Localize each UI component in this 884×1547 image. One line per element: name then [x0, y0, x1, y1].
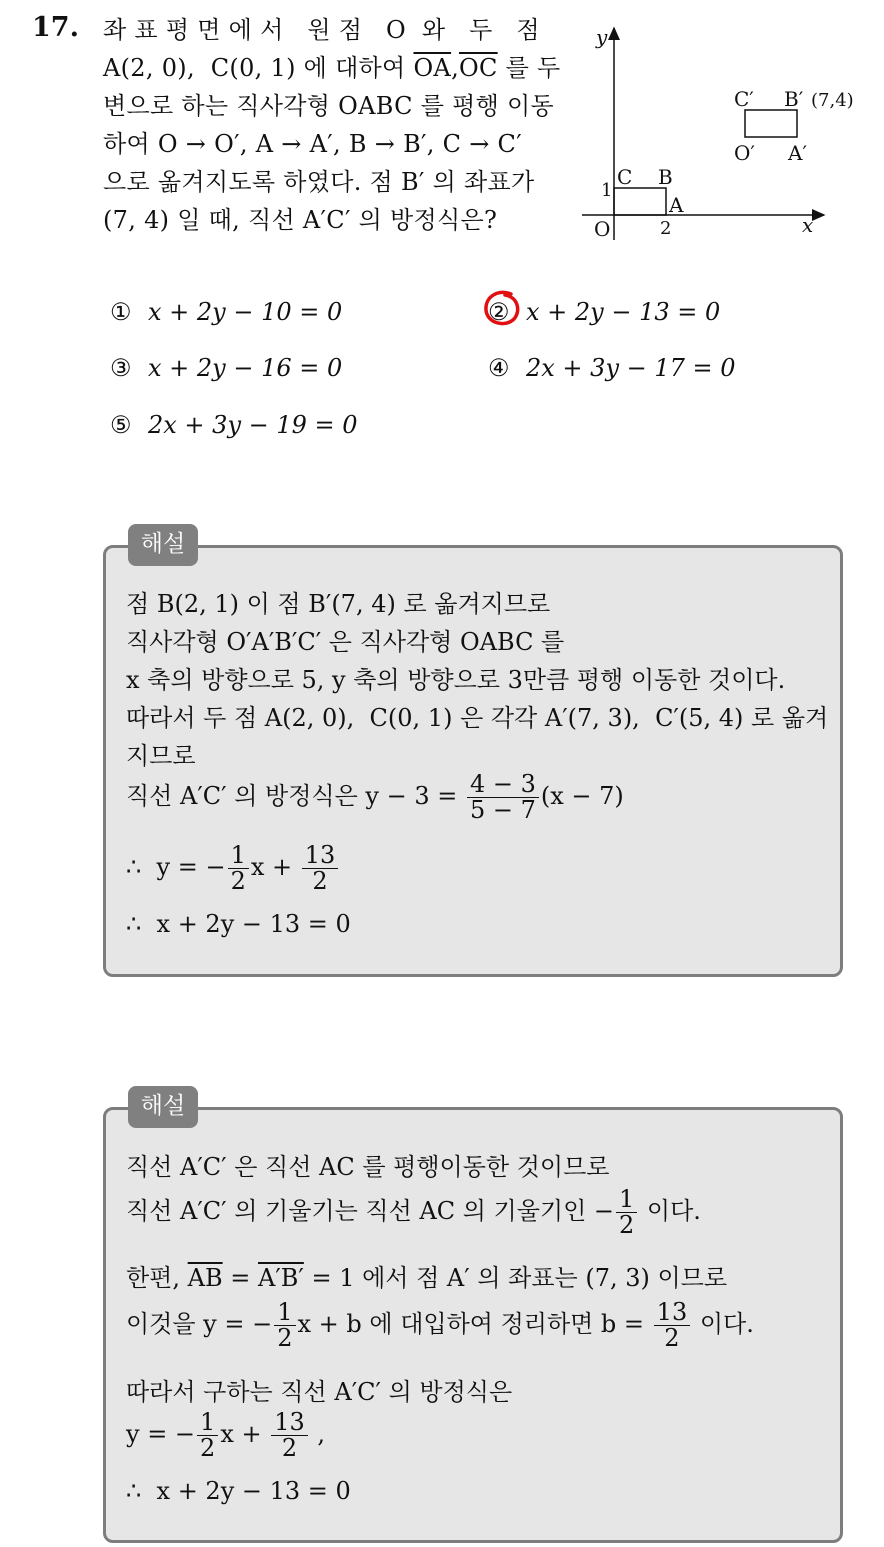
y-axis-label: y — [596, 25, 608, 49]
question-line-2-tail: 를 두 — [497, 54, 561, 82]
fraction-numerator: 1 — [197, 1410, 218, 1436]
solution1-line-6-post: (x − 7) — [540, 782, 624, 811]
fraction-denominator: 2 — [200, 1434, 216, 1463]
solution2-line-3-post: = 1 에서 점 A′ 의 좌표는 (7, 3) 이므로 — [303, 1264, 728, 1292]
question-number: 17. — [32, 12, 79, 43]
fraction — [197, 1410, 218, 1461]
solution2-line-4 — [126, 1300, 754, 1351]
fraction-denominator: 5 − 7 — [469, 796, 536, 825]
fraction-numerator: 13 — [271, 1410, 308, 1436]
question-line-5: 으로 옮겨지도록 하였다. 점 B′ 의 좌표가 — [103, 168, 535, 196]
question-line-1: 좌 표 평 면 에 서 원 점 O 와 두 점 — [103, 16, 540, 44]
solution2-line-6-pre: y = − — [126, 1420, 196, 1449]
solution2-line-6-post: , — [309, 1420, 326, 1449]
solution2-line-2-post: 이다. — [639, 1197, 701, 1226]
fraction-numerator: 13 — [302, 843, 339, 869]
solution2-line-3 — [126, 1258, 727, 1293]
fraction — [302, 843, 339, 894]
solution1-line-4: 따라서 두 점 A(2, 0), C(0, 1) 은 각각 A′(7, 3), C′(5, 4) 로 옮겨 — [126, 704, 829, 732]
fraction-denominator: 2 — [312, 867, 328, 896]
solution1-line-6-pre: 직선 A′C′ 의 방정식은 y − 3 = — [126, 782, 465, 811]
origin-label: O — [594, 217, 611, 241]
coordinate-diagram — [578, 22, 862, 242]
solution-tab-1: 해설 — [128, 524, 198, 566]
point-b-prime-label: B′ — [784, 87, 804, 111]
choice-1-mark: ① — [110, 298, 132, 326]
fraction-numerator: 13 — [654, 1300, 691, 1326]
point-a-prime-label: A′ — [788, 141, 807, 165]
solution1-line-2: 직사각형 O′A′B′C′ 은 직사각형 OABC 를 — [126, 628, 565, 656]
solution2-line-1: 직선 A′C′ 은 직선 AC 를 평행이동한 것이므로 — [126, 1153, 610, 1181]
solution2-line-5: 따라서 구하는 직선 A′C′ 의 방정식은 — [126, 1378, 513, 1406]
solution2-line-4-mid: x + b 에 대입하여 정리하면 b = — [297, 1310, 652, 1339]
choice-1-text: x + 2y − 10 = 0 — [148, 298, 343, 326]
point-c-prime-label: C′ — [734, 87, 754, 111]
solution1-line-1: 점 B(2, 1) 이 점 B′(7, 4) 로 옮겨지므로 — [126, 590, 551, 618]
solution1-line-3: x 축의 방향으로 5, y 축의 방향으로 3만큼 평행 이동한 것이다. — [126, 666, 786, 694]
fraction-numerator: 1 — [616, 1187, 637, 1213]
fraction-numerator: 1 — [274, 1300, 295, 1326]
solution2-line-3-eq: = — [222, 1264, 258, 1292]
solution2-line-6-mid: x + — [220, 1420, 270, 1449]
fraction-denominator: 2 — [277, 1324, 293, 1353]
choice-5-text: 2x + 3y − 19 = 0 — [148, 411, 358, 439]
point-c-label: C — [617, 165, 633, 189]
choice-2-mark: ② — [488, 298, 510, 326]
segment-separator: , — [451, 54, 459, 82]
fraction-numerator: 1 — [228, 843, 249, 869]
solution1-line-7-pre: ∴ y = − — [126, 853, 226, 882]
choice-3-text: x + 2y − 16 = 0 — [148, 354, 343, 382]
solution1-line-5: 지므로 — [126, 742, 196, 770]
rectangle-translated — [745, 110, 797, 137]
fraction — [467, 772, 539, 823]
question-line-2 — [103, 56, 560, 80]
fraction — [228, 843, 249, 894]
choice-1[interactable] — [110, 298, 342, 326]
fraction-denominator: 2 — [664, 1324, 680, 1353]
choice-2-text: x + 2y − 13 = 0 — [526, 298, 721, 326]
question-line-3: 변으로 하는 직사각형 OABC 를 평행 이동 — [103, 92, 555, 120]
solution1-line-8: ∴ x + 2y − 13 = 0 — [126, 910, 351, 938]
solution-tab-2: 해설 — [128, 1086, 198, 1128]
point-b-prime-coord: (7,4) — [811, 90, 854, 111]
choice-5-mark: ⑤ — [110, 411, 132, 439]
fraction — [616, 1187, 637, 1238]
segment-a-prime-b-prime: A′B′ — [257, 1264, 304, 1292]
question-line-6: (7, 4) 일 때, 직선 A′C′ 의 방정식은? — [103, 206, 498, 234]
solution2-line-7: ∴ x + 2y − 13 = 0 — [126, 1477, 351, 1505]
choice-4-text: 2x + 3y − 17 = 0 — [526, 354, 736, 382]
solution1-line-6 — [126, 772, 624, 823]
point-b-label: B — [658, 165, 673, 189]
solution2-line-4-pre: 이것을 y = − — [126, 1310, 273, 1339]
segment-oc: $\overline{OC}$ — [459, 54, 498, 82]
choice-4[interactable] — [488, 354, 736, 382]
question-line-4: 하여 O → O′, A → A′, B → B′, C → C′ — [103, 130, 522, 158]
tick-label-1: 1 — [601, 180, 613, 201]
solution2-line-6 — [126, 1410, 325, 1461]
solution2-line-2 — [126, 1187, 701, 1238]
fraction-denominator: 2 — [619, 1211, 635, 1240]
rectangle-oabc — [614, 188, 666, 215]
solution1-line-7 — [126, 843, 340, 894]
segment-ab: $\overline{AB}$ — [187, 1264, 223, 1292]
segment-oa: $\overline{OA}$ — [413, 54, 452, 82]
fraction — [274, 1300, 295, 1351]
fraction-denominator: 2 — [281, 1434, 298, 1463]
solution2-line-2-pre: 직선 A′C′ 의 기울기는 직선 AC 의 기울기인 − — [126, 1197, 615, 1226]
choice-3-mark: ③ — [110, 354, 132, 382]
point-a-label: A — [669, 193, 684, 217]
fraction — [654, 1300, 691, 1351]
fraction — [271, 1410, 308, 1461]
choice-5[interactable] — [110, 411, 358, 439]
x-axis-label: x — [802, 213, 814, 237]
solution2-line-4-post: 이다. — [692, 1310, 754, 1339]
answer-circle-mark — [481, 288, 523, 330]
choice-3[interactable] — [110, 354, 342, 382]
point-o-prime-label: O′ — [734, 141, 755, 165]
solution1-line-7-mid: x + — [250, 853, 300, 882]
tick-label-2: 2 — [660, 218, 672, 239]
solution2-line-3-pre: 한편, — [126, 1264, 188, 1292]
fraction-denominator: 2 — [230, 867, 246, 896]
choice-4-mark: ④ — [488, 354, 510, 382]
question-line-2-head: A(2, 0), C(0, 1) 에 대하여 — [103, 54, 414, 82]
fraction-numerator: 4 − 3 — [467, 772, 539, 798]
